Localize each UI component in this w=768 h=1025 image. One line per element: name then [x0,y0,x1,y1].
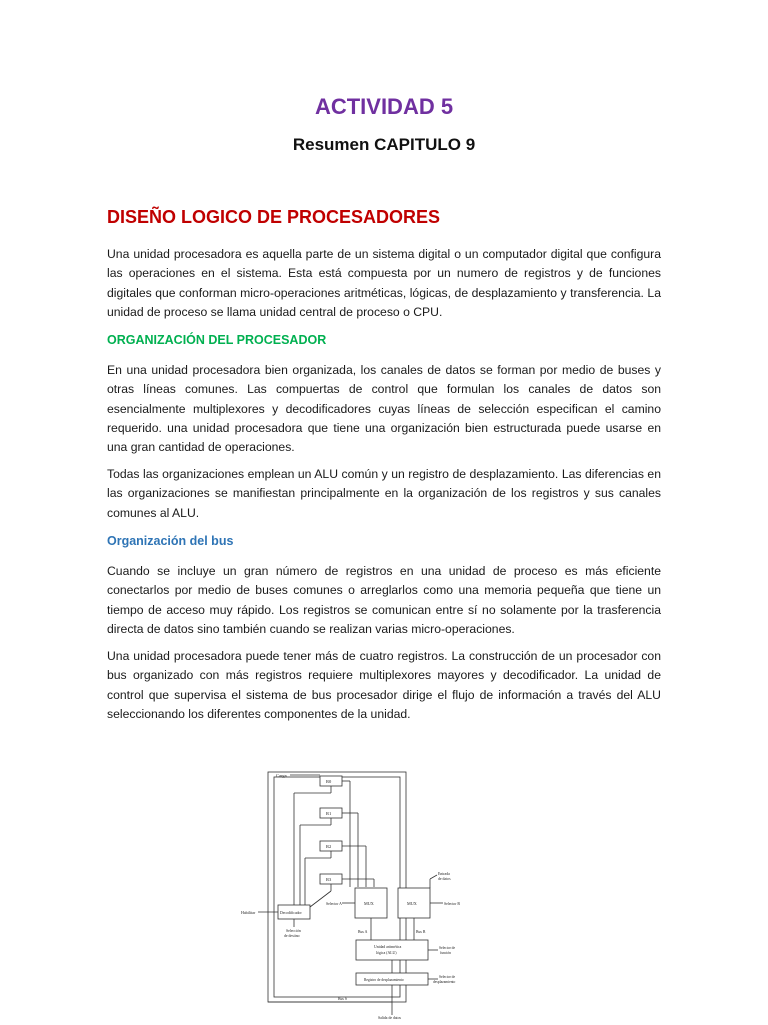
org-paragraph-1: En una unidad procesadora bien organizada, los canales de datos se forman por medio de buses y otras líneas comunes. Las compuertas de control que formulan los canales de datos son esencialmente multiplexores y decodificadores cuyas líneas de selección especifican el camino requerido. una unidad procesadora que tiene una organización bien estructurada puede usarse en una gran cantidad de operaciones. [107,363,661,455]
bus-paragraph-1: Cuando se incluye un gran número de registros en una unidad de proceso es más eficiente conectarlos por medio de buses comunes o arreglarlos como una memoria pequeña que tiene un tiempo de acceso muy rápido. Los registros se comunican entre sí no solamente por la trasferencia directa de datos sino también cuando se realizan varias micro-operaciones. [107,564,661,636]
label-alu-2: lógica (ALU) [376,951,397,955]
label-r2: R2 [326,844,332,849]
label-r0: R0 [326,779,332,784]
label-entrada-2: de datos [438,877,451,881]
label-bus-a: Bus A [358,930,368,934]
label-alu-1: Unidad aritmética [374,945,402,949]
label-mux-b: MUX [407,901,417,906]
org-paragraph-2: Todas las organizaciones emplean un ALU común y un registro de desplazamiento. Las diferencias en las organizaciones se manifiestan principalmente en la organización de los registros y sus canales comunes al ALU. [107,467,661,520]
label-carga: Carga [276,773,287,778]
label-selector-funcion-1: Selector de [439,946,456,950]
label-r3: R3 [326,877,332,882]
intro-paragraph: Una unidad procesadora es aquella parte de un sistema digital o un computador digital que configura las operaciones en el sistema. Esta está compuesta por un numero de registros y de funciones digitales que conforman micro-operaciones aritméticas, lógicas, de desplazamiento y transferencia. La unidad de proceso se llama unidad central de proceso o CPU. [107,247,661,319]
label-seleccion-1: Selección [286,929,301,933]
label-selector-a: Selector A [326,902,342,906]
bus-heading: Organización del bus [107,534,234,548]
bus-organization-diagram [240,735,480,1020]
label-selector-desp-2: desplazamiento [433,980,456,984]
org-heading: ORGANIZACIÓN DEL PROCESADOR [107,333,327,347]
label-entrada-1: Entrada [438,872,450,876]
alu [356,940,428,960]
label-habilitar: Habilitar [241,910,256,915]
bus-paragraph-2: Una unidad procesadora puede tener más de cuatro registros. La construcción de un procesador con bus organizado con más registros requiere multiplexores mayores y decodificador. La unidad de control que supervisa el sistema de bus procesador dirige el flujo de información a través del ALU seleccionando los diferentes componentes de la unidad. [107,649,661,721]
page-subtitle: Resumen CAPITULO 9 [292,135,476,154]
label-selector-desp-1: Selector de [439,975,456,979]
label-salida-datos: Salida de datos [378,1016,401,1020]
label-bus-s: Bus S [338,997,347,1001]
label-selector-b: Selector B [444,902,460,906]
label-seleccion-2: de destino [284,934,300,938]
section-heading: DISEÑO LOGICO DE PROCESADORES [107,207,441,227]
label-bus-b: Bus B [416,930,426,934]
page-title: ACTIVIDAD 5 [314,94,454,119]
label-mux-a: MUX [364,901,374,906]
label-decodificador: Decodificador [280,911,302,915]
label-shifter: Registro de desplazamiento [364,978,404,982]
label-r1: R1 [326,811,332,816]
label-selector-funcion-2: función [440,951,451,955]
feedback-loop-outer [268,772,406,1002]
diagram-svg [240,735,480,1020]
